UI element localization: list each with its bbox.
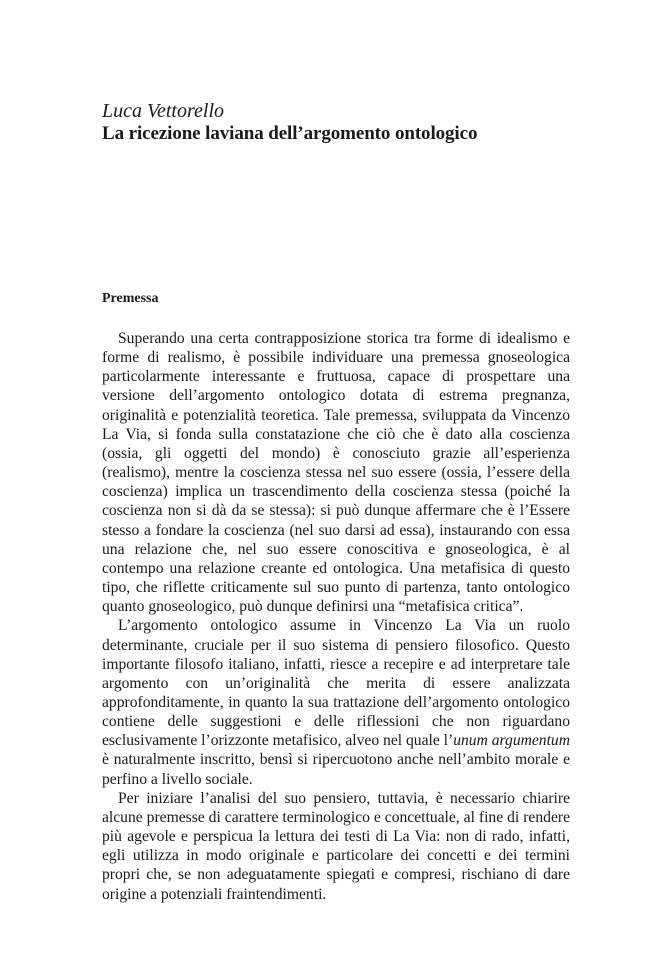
paragraph-1: Superando una certa contrapposizione storica tra forme di idealismo e forme di realismo, è possibile individuare una premessa gnoseologica particolarmente interessante e fruttuosa, capace di prospettare una versione dell’argomento ontologico dotata di estrema pregnanza, originalità e potenzialità teoretica. Tale premessa, sviluppata da Vincenzo La Via, si fonda sulla constatazione che ciò che è dato alla coscienza (ossia, gli oggetti del mondo) è conosciuto grazie all’esperienza (realismo), mentre la coscienza stessa nel suo essere (ossia, l’essere della coscienza) implica un trascendimento della coscienza stessa (poiché la coscienza non si dà da se stessa): si può dunque affermare che è l’Essere stesso a fondare la coscienza (nel suo darsi ad essa), instaurando con essa una relazione che, nel suo essere conoscitiva e gnoseologica, è al contempo una relazione creante ed ontologica. Una metafisica di questo tipo, che riflette criticamente sul suo punto di partenza, tanto ontologico quanto gnoseologico, può dunque definirsi una “metafisica critica”.	[102, 330, 570, 616]
paragraph-2	[102, 616, 570, 788]
paragraph-2-text-before: L’argomento ontologico assume in Vincenzo La Via un ruolo determinante, cruciale per il suo sistema di pensiero filosofico. Questo importante filosofo italiano, infatti, riesce a recepire e ad interpretare tale argomento con un’originalità che merita di essere analizzata approfonditamente, in quanto la sua trattazione dell’argomento ontologico contiene delle suggestioni e delle riflessioni che non riguardano esclusivamente l’orizzonte metafisico, alveo nel quale l’	[102, 617, 570, 750]
section-heading: Premessa	[102, 291, 159, 306]
paragraph-2-emphasis: unum argumentum	[453, 732, 570, 750]
paragraph-3: Per iniziare l’analisi del suo pensiero, tuttavia, è necessario chiarire alcune premesse di carattere terminologico e concettuale, al fine di rendere più agevole e perspicua la lettura dei testi di La Via: non di rado, infatti, egli utilizza in modo originale e particolare dei concetti e dei termini propri che, se non adeguatamente spiegati e compresi, rischiano di dare origine a potenziali fraintendimenti.	[102, 789, 570, 903]
body-text	[102, 329, 570, 904]
paragraph-2-text-after: è naturalmente inscritto, bensì si ripercuotono anche nell’ambito morale e perfino a livello sociale.	[102, 751, 570, 788]
author-name: Luca Vettorello	[102, 100, 225, 122]
article-title: La ricezione laviana dell’argomento ontologico	[102, 123, 478, 144]
